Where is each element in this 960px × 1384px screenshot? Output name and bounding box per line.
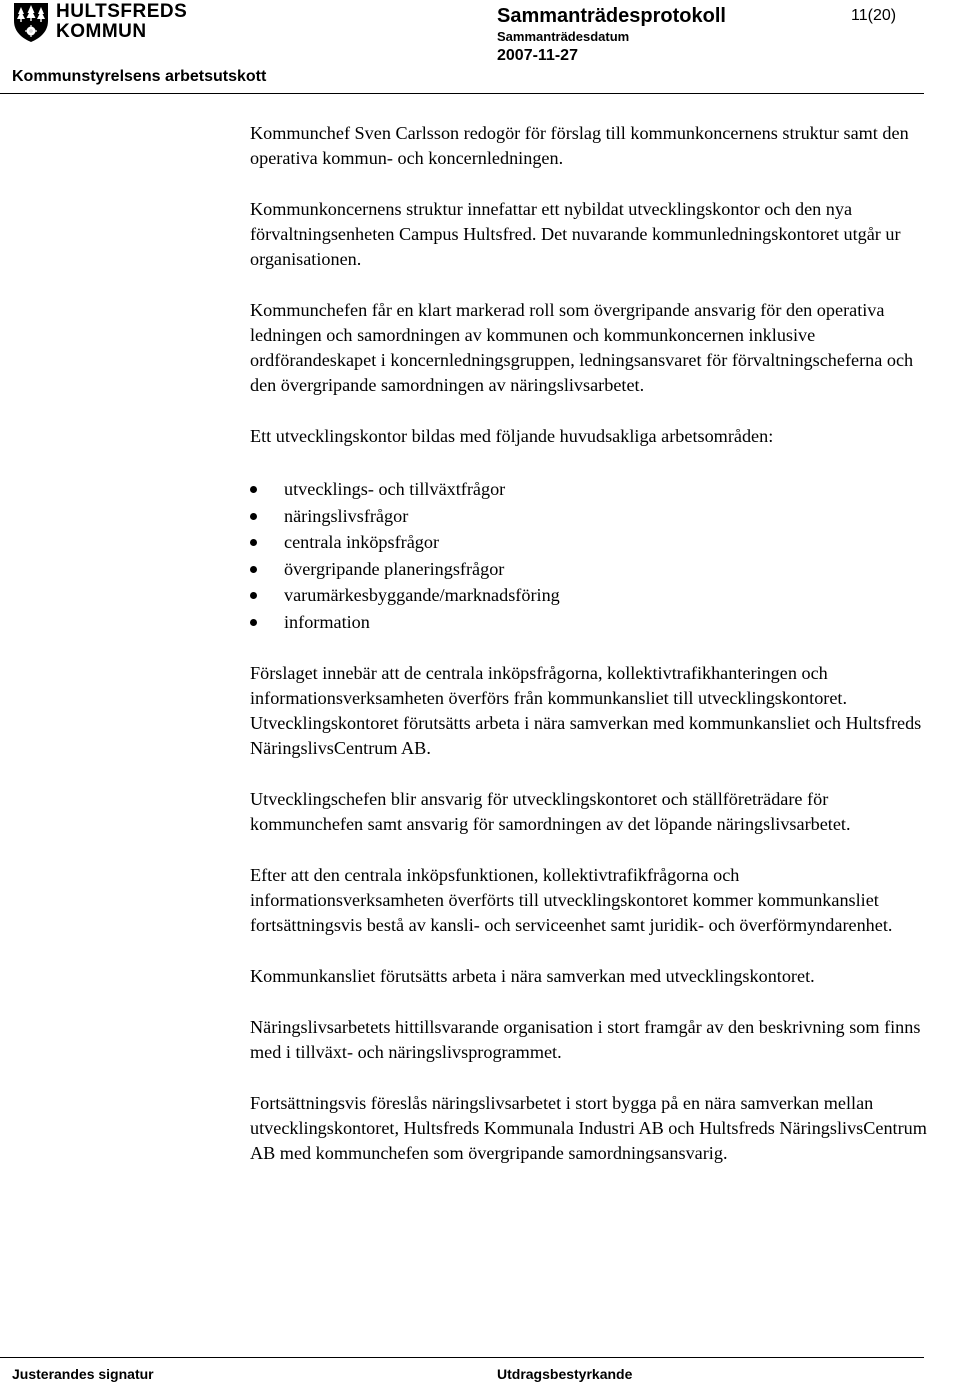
list-item [250,582,930,609]
paragraph: Efter att den centrala inköpsfunktionen, kollektivtrafikfrågorna och informationsverksamheten överförts till utvecklingskontoret kommer kommunkansliet fortsättningsvis bestå av kansli- och serviceenhet samt juridik- och överförmyndarenhet. [250,864,893,935]
logo-text-line1: HULTSFREDS [56,1,188,22]
paragraph: Näringslivsarbetets hittillsvarande organisation i stort framgår av den beskrivning som finns med i tillväxt- och näringslivsprogrammet. [250,1016,921,1062]
paragraph: Kommunchef Sven Carlsson redogör för förslag till kommunkoncernens struktur samt den operativa kommun- och koncernledningen. [250,123,909,168]
list-item [250,529,930,556]
list-item-text: näringslivsfrågor [284,505,409,526]
footer-divider [0,1357,924,1358]
paragraph: Kommunkansliet förutsätts arbeta i nära samverkan med utvecklingskontoret. [250,965,815,986]
list-item [250,476,930,503]
bullet-icon [250,566,257,573]
paragraph: Fortsättningsvis föreslås näringslivsarbetet i stort bygga på en nära samverkan mellan utvecklingskontoret, Hultsfreds Kommunala Industri AB och Hultsfreds NäringslivsCentrum AB med kommunchefen som övergripande samordningsansvarig. [250,1092,927,1163]
list-item-text: information [284,611,370,632]
paragraph: Kommunchefen får en klart markerad roll som övergripande ansvarig för den operativa ledningen och samordningen av kommunen och kommunkoncernen inklusive ordförandeskapet i koncernledningsgruppen, ledningsansvaret för förvaltningscheferna och den övergripande samordningen av näringslivsarbetet. [250,300,914,395]
paragraph: Ett utvecklingskontor bildas med följande huvudsakliga arbetsområden: [250,426,774,446]
bullet-icon [250,539,257,546]
list-item-text: övergripande planeringsfrågor [284,558,505,579]
bullet-icon [250,513,257,520]
list-item-text: utvecklings- och tillväxtfrågor [284,479,506,499]
paragraph: Kommunkoncernens struktur innefattar ett nybildat utvecklingskontor och den nya förvaltningsenheten Campus Hultsfred. Det nuvarande kommunledningskontoret utgår ur organisationen. [250,199,901,269]
signature-label: Justerandes signatur [12,1366,154,1382]
meeting-date-label: Sammanträdesdatum [497,29,630,44]
paragraph: Förslaget innebär att de centrala inköpsfrågorna, kollektivtrafikhanteringen och informationsverksamheten överförs från kommunkansliet till utvecklingskontoret. Utvecklingskontoret förutsätts arbeta i nära samverkan med kommunkansliet och Hultsfreds NäringslivsCentrum AB. [250,662,922,758]
bullet-icon [250,486,257,493]
committee-name: Kommunstyrelsens arbetsutskott [12,68,267,85]
bullet-icon [250,592,257,599]
list-item [250,609,930,636]
protocol-body [250,121,930,1192]
municipality-logo [12,1,188,45]
list-item [250,556,930,583]
logo-text-line2: KOMMUN [56,21,147,42]
document-title: Sammanträdesprotokoll [497,5,726,27]
list-item [250,503,930,530]
list-item-text: centrala inköpsfrågor [284,532,440,553]
work-areas-list [250,476,930,636]
list-item-text: varumärkesbyggande/marknadsföring [284,585,560,606]
hultsfred-crest-icon [12,1,50,43]
paragraph: Utvecklingschefen blir ansvarig för utvecklingskontoret och ställföreträdare för kommunchefen samt ansvarig för samordningen av det löpande näringslivsarbetet. [250,788,851,834]
page-number: 11(20) [851,7,897,24]
header-divider [0,93,924,94]
extract-certification-label: Utdragsbestyrkande [497,1366,633,1382]
meeting-date: 2007-11-27 [497,47,578,64]
bullet-icon [250,619,257,626]
